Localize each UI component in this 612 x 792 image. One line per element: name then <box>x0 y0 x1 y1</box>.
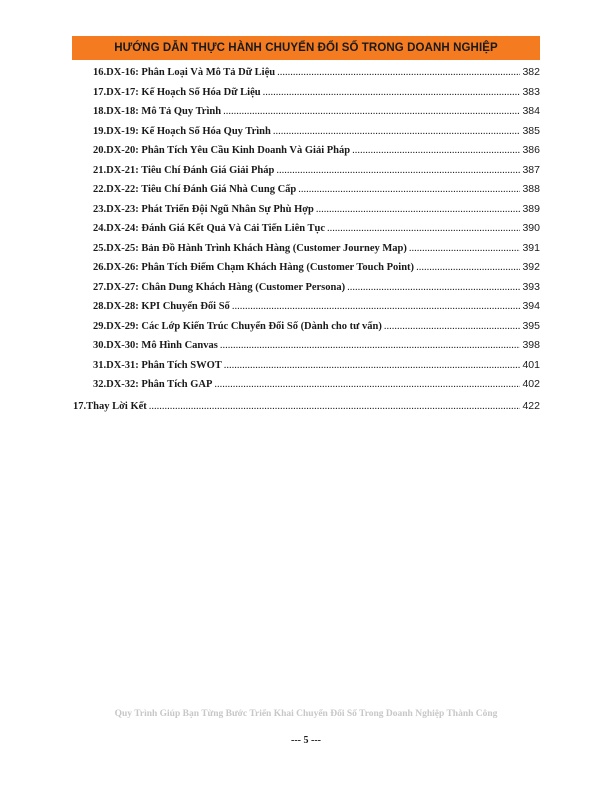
toc-dot-leader <box>352 145 520 156</box>
toc-entry-number: 17. <box>93 86 107 98</box>
header-title: HƯỚNG DẪN THỰC HÀNH CHUYỂN ĐỔI SỐ TRONG DOANH NGHIỆP <box>114 42 498 54</box>
toc-entry-number: 18. <box>93 106 107 117</box>
toc-dot-leader <box>298 184 520 195</box>
toc-dot-leader <box>384 321 521 332</box>
toc-dot-leader <box>327 223 520 234</box>
toc-entry-page: 394 <box>522 300 540 312</box>
toc-entry-page: 398 <box>522 339 540 351</box>
toc-entry-title: DX-25: Bản Đồ Hành Trình Khách Hàng (Customer Journey Map) <box>106 242 407 254</box>
toc-entry-page: 390 <box>522 222 540 234</box>
toc-dot-leader <box>347 282 520 293</box>
toc-entry-number: 32. <box>93 379 107 390</box>
toc-dot-leader <box>416 262 520 273</box>
toc-entry[interactable] <box>93 125 540 143</box>
toc-dot-leader <box>276 165 520 176</box>
toc-entry-title: DX-29: Các Lớp Kiến Trúc Chuyển Đổi Số (Dành cho tư vấn) <box>106 320 382 332</box>
toc-entry[interactable] <box>93 281 540 299</box>
footer-note: Quy Trình Giúp Bạn Từng Bước Triển Khai Chuyển Đổi Số Trong Doanh Nghiệp Thành Công <box>114 709 498 719</box>
toc-entry-number: 23. <box>93 203 107 215</box>
toc-entry[interactable] <box>93 222 540 240</box>
toc-entry-title: DX-16: Phân Loại Và Mô Tả Dữ Liệu <box>106 67 276 78</box>
toc-entry[interactable] <box>93 359 540 377</box>
toc-dot-leader <box>220 340 521 351</box>
toc-entry-number: 24. <box>93 223 107 234</box>
toc-entry-title: DX-31: Phân Tích SWOT <box>106 359 222 371</box>
toc-dot-leader <box>277 67 520 78</box>
toc-entry-number: 17. <box>73 400 87 412</box>
toc-entry-title: DX-30: Mô Hình Canvas <box>106 340 218 351</box>
toc-entry-page: 391 <box>522 241 540 254</box>
toc-entry-number: 22. <box>93 184 107 195</box>
toc-entry[interactable] <box>93 105 540 123</box>
toc-entry[interactable] <box>93 378 540 396</box>
toc-entry-number: 26. <box>93 262 107 273</box>
toc-entry-page: 392 <box>522 261 540 273</box>
toc-entry[interactable] <box>93 261 540 279</box>
toc-dot-leader <box>409 243 521 254</box>
toc-dot-leader <box>224 360 521 371</box>
toc-entry-title: DX-26: Phân Tích Điểm Chạm Khách Hàng (Customer Touch Point) <box>106 262 415 273</box>
toc-dot-leader <box>316 204 521 215</box>
toc-entry-number: 31. <box>93 359 107 371</box>
toc-entry[interactable] <box>93 86 540 104</box>
toc-dot-leader <box>273 126 521 137</box>
toc-entry-number: 28. <box>93 301 107 312</box>
toc-entry-title: DX-21: Tiêu Chí Đánh Giá Giải Pháp <box>106 164 275 176</box>
toc-entry-number: 27. <box>93 281 107 293</box>
toc-entry-page: 395 <box>522 319 540 332</box>
toc-entry-page: 422 <box>522 399 540 412</box>
toc-entry-page: 393 <box>522 280 540 293</box>
toc-entry-number: 29. <box>93 320 107 332</box>
toc-entry-page: 383 <box>522 85 540 98</box>
toc-entry-title: DX-28: KPI Chuyển Đổi Số <box>106 301 230 312</box>
toc-entry-number: 19. <box>93 125 107 137</box>
toc-entry-number: 25. <box>93 242 107 254</box>
toc-entry[interactable] <box>93 300 540 318</box>
toc-entry-page: 382 <box>522 66 540 78</box>
toc-entry-number: 20. <box>93 145 107 156</box>
toc-entry-title: DX-17: Kế Hoạch Số Hóa Dữ Liệu <box>106 86 261 98</box>
toc-entry[interactable] <box>93 164 540 182</box>
toc-entry-number: 30. <box>93 340 107 351</box>
toc-entry-title: DX-22: Tiêu Chí Đánh Giá Nhà Cung Cấp <box>106 184 297 195</box>
toc-entry[interactable] <box>93 144 540 162</box>
toc-entry-title: DX-24: Đánh Giá Kết Quả Và Cải Tiến Liên Tục <box>106 223 326 234</box>
toc-entry[interactable] <box>93 183 540 201</box>
toc-entry-title: DX-20: Phân Tích Yêu Cầu Kinh Doanh Và Giải Pháp <box>106 145 351 156</box>
toc-entry-page: 402 <box>522 378 540 390</box>
toc-entry-title: DX-23: Phát Triển Đội Ngũ Nhân Sự Phù Hợp <box>106 203 314 215</box>
toc-entry-page: 388 <box>522 183 540 195</box>
toc-entry-page: 389 <box>522 202 540 215</box>
toc-dot-leader <box>263 87 521 98</box>
toc-entry-page: 387 <box>522 163 540 176</box>
toc-entry[interactable] <box>73 400 540 418</box>
page-number: --- 5 --- <box>291 735 321 746</box>
toc-dot-leader <box>149 401 521 412</box>
toc-entry[interactable] <box>93 320 540 338</box>
toc-entry-title: DX-19: Kế Hoạch Số Hóa Quy Trình <box>106 125 271 137</box>
toc-entry[interactable] <box>93 339 540 357</box>
toc-entry-title: DX-27: Chân Dung Khách Hàng (Customer Persona) <box>106 281 346 293</box>
toc-entry-page: 384 <box>522 105 540 117</box>
toc-entry-page: 385 <box>522 124 540 137</box>
toc-entry-title: DX-32: Phân Tích GAP <box>106 379 213 390</box>
toc-entry-page: 401 <box>522 358 540 371</box>
toc-entry-title: DX-18: Mô Tả Quy Trình <box>106 106 222 117</box>
toc-dot-leader <box>223 106 520 117</box>
toc-entry-number: 16. <box>93 67 107 78</box>
page-header <box>72 36 540 60</box>
toc-dot-leader <box>232 301 521 312</box>
toc-entry-page: 386 <box>522 144 540 156</box>
toc-dot-leader <box>214 379 520 390</box>
toc-entry[interactable] <box>93 66 540 84</box>
toc-entry-number: 21. <box>93 164 107 176</box>
toc-entry-title: Thay Lời Kết <box>86 400 147 412</box>
toc-entry[interactable] <box>93 242 540 260</box>
toc-entry[interactable] <box>93 203 540 221</box>
